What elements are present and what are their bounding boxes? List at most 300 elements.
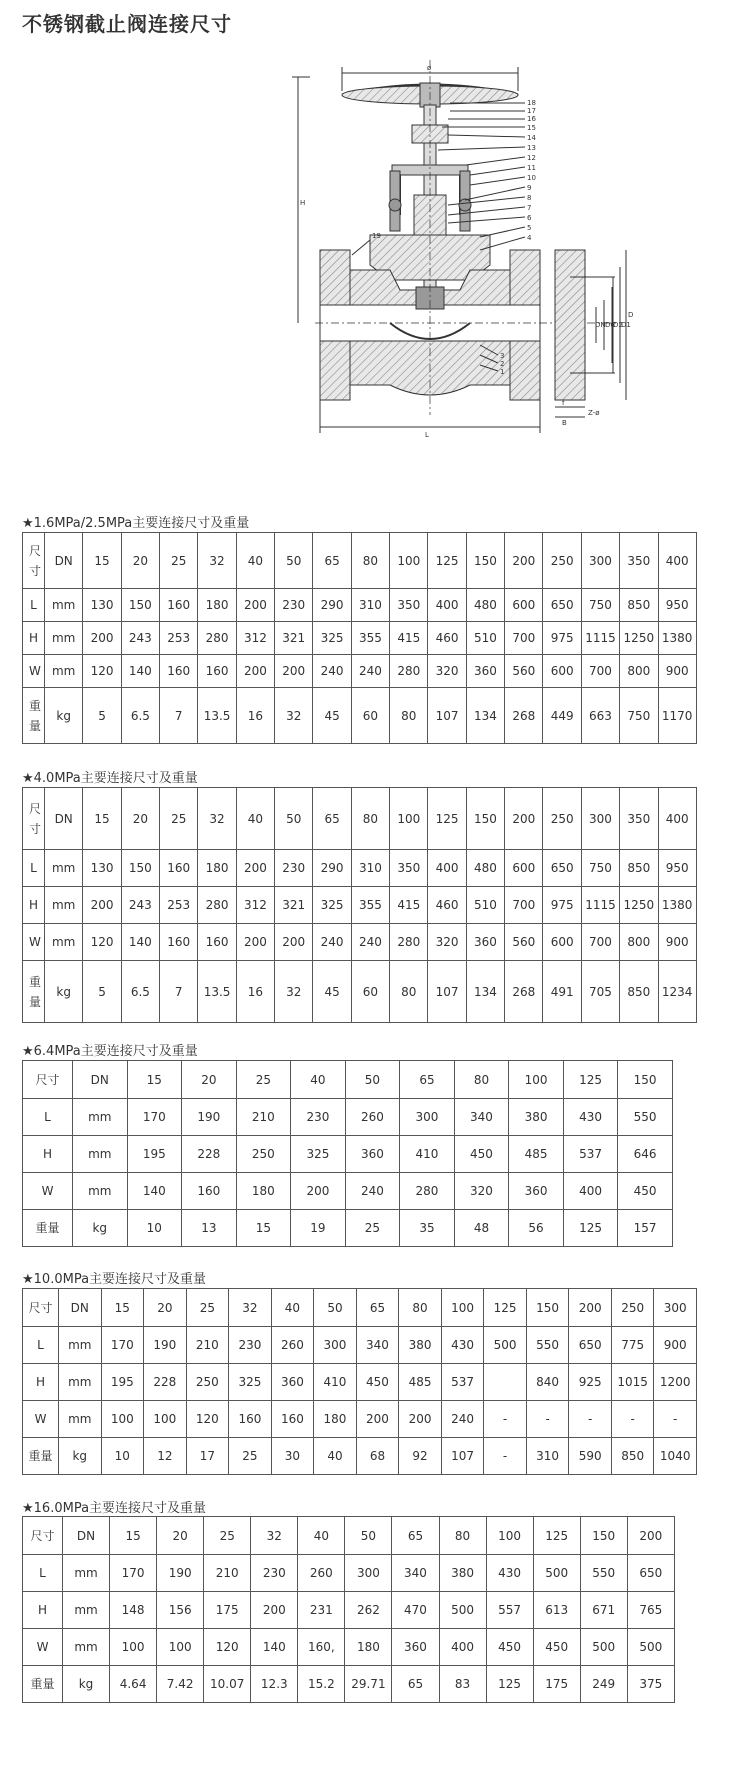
table-row: [23, 1099, 673, 1136]
table-cell: 360: [466, 655, 504, 688]
table-cell: 120: [186, 1401, 229, 1438]
row-label: 重量: [23, 1210, 73, 1247]
table-cell: 460: [428, 887, 466, 924]
spec-table-1-6mpa: [22, 532, 697, 744]
row-label: W: [23, 1401, 59, 1438]
table-cell: 350: [390, 589, 428, 622]
dim-d2-label: D2: [613, 321, 623, 329]
table-cell: 170: [110, 1555, 157, 1592]
table-cell: 850: [620, 589, 658, 622]
table-cell: 140: [251, 1629, 298, 1666]
table-cell: 25: [204, 1517, 251, 1555]
table-cell: 80: [390, 961, 428, 1023]
table-cell: 25: [345, 1210, 400, 1247]
table-cell: 170: [127, 1099, 182, 1136]
table-cell: 650: [543, 850, 581, 887]
callout-4: 4: [527, 234, 532, 242]
table-cell: 460: [428, 622, 466, 655]
table-cell: 900: [654, 1327, 697, 1364]
table-cell: 300: [581, 788, 619, 850]
table-cell: 250: [186, 1364, 229, 1401]
table-cell: 400: [428, 589, 466, 622]
table-cell: 975: [543, 622, 581, 655]
table-cell: 125: [533, 1517, 580, 1555]
row-label: 重量: [23, 688, 45, 744]
table-cell: 750: [581, 589, 619, 622]
table-cell: 230: [291, 1099, 346, 1136]
table-cell: 450: [454, 1136, 509, 1173]
table-cell: 200: [236, 589, 274, 622]
dim-d1-label: D1: [621, 321, 631, 329]
table-cell: -: [526, 1401, 569, 1438]
callout-12: 12: [527, 154, 536, 162]
dim-d-label: D: [628, 311, 634, 319]
table-cell: 100: [441, 1289, 484, 1327]
table-cell: 125: [428, 788, 466, 850]
table-cell: 200: [505, 788, 543, 850]
dim-l-label: L: [425, 431, 429, 439]
table-cell: mm: [73, 1173, 128, 1210]
table-cell: 280: [198, 887, 236, 924]
callout-13: 13: [527, 144, 536, 152]
table-cell: 750: [581, 850, 619, 887]
callout-1: 1: [500, 368, 505, 376]
table-caption: ★1.6MPa/2.5MPa主要连接尺寸及重量: [22, 516, 250, 531]
table-cell: 250: [611, 1289, 654, 1327]
table-cell: 380: [439, 1555, 486, 1592]
table-cell: 150: [580, 1517, 627, 1555]
table-cell: 12: [144, 1438, 187, 1475]
table-cell: 325: [313, 887, 351, 924]
table-cell: 200: [236, 655, 274, 688]
table-cell: 325: [229, 1364, 272, 1401]
table-cell: mm: [59, 1327, 102, 1364]
table-cell: 449: [543, 688, 581, 744]
table-cell: 975: [543, 887, 581, 924]
table-cell: 430: [441, 1327, 484, 1364]
table-cell: 491: [543, 961, 581, 1023]
table-cell: 321: [275, 622, 313, 655]
callout-15: 15: [527, 124, 536, 132]
table-cell: 150: [526, 1289, 569, 1327]
table-cell: 340: [454, 1099, 509, 1136]
table-cell: 100: [110, 1629, 157, 1666]
table-cell: 240: [313, 655, 351, 688]
table-row: [23, 788, 697, 850]
table-cell: mm: [59, 1364, 102, 1401]
table-cell: 925: [569, 1364, 612, 1401]
table-cell: 200: [356, 1401, 399, 1438]
table-cell: 268: [505, 961, 543, 1023]
table-cell: 20: [144, 1289, 187, 1327]
table-cell: 600: [505, 850, 543, 887]
table-cell: 450: [486, 1629, 533, 1666]
table-cell: 240: [313, 924, 351, 961]
table-cell: 450: [618, 1173, 673, 1210]
table-cell: 300: [654, 1289, 697, 1327]
table-cell: 160: [160, 850, 198, 887]
table-cell: 5: [83, 688, 121, 744]
table-caption: ★6.4MPa主要连接尺寸及重量: [22, 1044, 198, 1059]
table-cell: 160: [229, 1401, 272, 1438]
table-cell: DN: [73, 1061, 128, 1099]
row-label: 重量: [23, 1438, 59, 1475]
table-cell: 300: [581, 533, 619, 589]
table-cell: 415: [390, 887, 428, 924]
table-cell: 950: [658, 850, 696, 887]
table-row: [23, 850, 697, 887]
table-cell: 200: [505, 533, 543, 589]
table-cell: 25: [236, 1061, 291, 1099]
table-row: [23, 655, 697, 688]
table-cell: 60: [351, 961, 389, 1023]
row-label: L: [23, 589, 45, 622]
table-cell: 160: [198, 924, 236, 961]
table-cell: 100: [486, 1517, 533, 1555]
table-cell: 50: [275, 533, 313, 589]
table-cell: 150: [121, 589, 159, 622]
table-cell: 48: [454, 1210, 509, 1247]
row-label: W: [23, 924, 45, 961]
table-cell: 243: [121, 622, 159, 655]
table-cell: 40: [271, 1289, 314, 1327]
table-cell: 537: [441, 1364, 484, 1401]
table-cell: 125: [484, 1289, 527, 1327]
table-cell: 107: [428, 688, 466, 744]
table-cell: 10.07: [204, 1666, 251, 1703]
valve-drawing: [300, 55, 650, 445]
table-cell: 700: [505, 622, 543, 655]
table-cell: 160: [198, 655, 236, 688]
table-cell: 45: [313, 961, 351, 1023]
row-label: H: [23, 1136, 73, 1173]
table-cell: 156: [157, 1592, 204, 1629]
table-cell: 380: [509, 1099, 564, 1136]
table-cell: 900: [658, 655, 696, 688]
table-cell: 253: [160, 887, 198, 924]
table-cell: 15: [101, 1289, 144, 1327]
table-cell: 900: [658, 924, 696, 961]
row-label: 尺寸: [23, 1289, 59, 1327]
table-cell: 130: [83, 589, 121, 622]
table-cell: 240: [351, 924, 389, 961]
table-cell: 200: [83, 622, 121, 655]
table-cell: 30: [271, 1438, 314, 1475]
table-cell: 400: [428, 850, 466, 887]
callout-2: 2: [500, 360, 505, 368]
table-cell: 228: [144, 1364, 187, 1401]
row-label: W: [23, 1173, 73, 1210]
table-cell: DN: [45, 533, 83, 589]
table-cell: mm: [63, 1592, 110, 1629]
spec-table-4-0mpa: [22, 787, 697, 1023]
table-cell: 19: [291, 1210, 346, 1247]
table-cell: 100: [144, 1401, 187, 1438]
table-cell: 134: [466, 961, 504, 1023]
table-cell: kg: [59, 1438, 102, 1475]
table-cell: 65: [313, 533, 351, 589]
table-cell: 1200: [654, 1364, 697, 1401]
table-cell: 765: [627, 1592, 674, 1629]
spec-table-16-0mpa: [22, 1516, 675, 1703]
table-cell: mm: [63, 1555, 110, 1592]
table-cell: 5: [83, 961, 121, 1023]
table-row: [23, 533, 697, 589]
table-cell: 32: [198, 788, 236, 850]
table-cell: 600: [543, 924, 581, 961]
callout-6: 6: [527, 214, 532, 222]
table-cell: 200: [83, 887, 121, 924]
table-cell: 50: [345, 1517, 392, 1555]
table-cell: mm: [73, 1099, 128, 1136]
table-cell: 175: [533, 1666, 580, 1703]
table-cell: 100: [157, 1629, 204, 1666]
table-cell: 260: [271, 1327, 314, 1364]
table-cell: 400: [563, 1173, 618, 1210]
table-cell: 6.5: [121, 961, 159, 1023]
table-cell: 50: [275, 788, 313, 850]
table-cell: 180: [198, 589, 236, 622]
table-cell: 83: [439, 1666, 486, 1703]
table-caption: ★16.0MPa主要连接尺寸及重量: [22, 1501, 207, 1516]
table-cell: 1170: [658, 688, 696, 744]
table-cell: 537: [563, 1136, 618, 1173]
table-row: [23, 1517, 675, 1555]
table-cell: 157: [618, 1210, 673, 1247]
table-cell: 290: [313, 589, 351, 622]
table-cell: 15.2: [298, 1666, 345, 1703]
table-cell: 92: [399, 1438, 442, 1475]
table-row: [23, 1438, 697, 1475]
table-cell: 500: [533, 1555, 580, 1592]
table-cell: 100: [101, 1401, 144, 1438]
table-cell: mm: [45, 589, 83, 622]
table-cell: 750: [620, 688, 658, 744]
table-cell: 250: [543, 788, 581, 850]
table-cell: 300: [314, 1327, 357, 1364]
table-cell: 125: [486, 1666, 533, 1703]
table-cell: 325: [313, 622, 351, 655]
table-row: [23, 1210, 673, 1247]
table-row: [23, 961, 697, 1023]
table-cell: 68: [356, 1438, 399, 1475]
table-cell: 80: [390, 688, 428, 744]
table-cell: 280: [198, 622, 236, 655]
row-label: L: [23, 1099, 73, 1136]
row-label: 尺寸: [23, 1517, 63, 1555]
table-cell: 190: [157, 1555, 204, 1592]
table-cell: DN: [45, 788, 83, 850]
table-cell: 240: [441, 1401, 484, 1438]
table-cell: 260: [345, 1099, 400, 1136]
table-cell: 360: [509, 1173, 564, 1210]
table-cell: 600: [505, 589, 543, 622]
table-row: [23, 924, 697, 961]
table-cell: 230: [275, 589, 313, 622]
table-cell: 150: [466, 788, 504, 850]
dim-f-label: f: [562, 399, 565, 407]
table-row: [23, 1364, 697, 1401]
table-cell: 560: [505, 924, 543, 961]
table-cell: 160: [160, 924, 198, 961]
table-cell: 100: [390, 788, 428, 850]
row-label: L: [23, 850, 45, 887]
row-label: L: [23, 1327, 59, 1364]
row-label: 重量: [23, 1666, 63, 1703]
table-cell: 195: [127, 1136, 182, 1173]
table-cell: 480: [466, 850, 504, 887]
table-cell: 400: [658, 788, 696, 850]
row-label: 尺寸: [23, 533, 45, 589]
table-cell: 400: [658, 533, 696, 589]
table-cell: 470: [392, 1592, 439, 1629]
table-cell: 240: [351, 655, 389, 688]
table-cell: 700: [581, 924, 619, 961]
table-cell: kg: [63, 1666, 110, 1703]
table-cell: 20: [157, 1517, 204, 1555]
dim-phi-label: ø: [427, 64, 432, 72]
table-cell: 410: [314, 1364, 357, 1401]
table-cell: 510: [466, 887, 504, 924]
table-cell: 1015: [611, 1364, 654, 1401]
table-cell: 231: [298, 1592, 345, 1629]
table-cell: 550: [526, 1327, 569, 1364]
table-cell: mm: [45, 850, 83, 887]
table-cell: 130: [83, 850, 121, 887]
table-row: [23, 1061, 673, 1099]
table-cell: 650: [627, 1555, 674, 1592]
table-row: [23, 622, 697, 655]
table-cell: 32: [229, 1289, 272, 1327]
table-cell: 100: [509, 1061, 564, 1099]
table-cell: mm: [45, 887, 83, 924]
table-cell: -: [484, 1438, 527, 1475]
table-cell: 400: [439, 1629, 486, 1666]
table-row: [23, 887, 697, 924]
table-cell: 340: [356, 1327, 399, 1364]
row-label: W: [23, 1629, 63, 1666]
table-cell: 15: [127, 1061, 182, 1099]
table-cell: 500: [484, 1327, 527, 1364]
table-cell: 230: [275, 850, 313, 887]
table-cell: 195: [101, 1364, 144, 1401]
table-cell: 320: [428, 655, 466, 688]
callout-9: 9: [527, 184, 532, 192]
table-cell: 10: [127, 1210, 182, 1247]
row-label: H: [23, 622, 45, 655]
table-cell: 107: [441, 1438, 484, 1475]
table-cell: 150: [618, 1061, 673, 1099]
table-cell: 160: [160, 655, 198, 688]
table-cell: 160: [271, 1401, 314, 1438]
table-cell: 32: [275, 961, 313, 1023]
table-cell: 40: [236, 788, 274, 850]
table-cell: 7: [160, 961, 198, 1023]
table-row: [23, 1289, 697, 1327]
table-cell: 613: [533, 1592, 580, 1629]
table-cell: 280: [400, 1173, 455, 1210]
table-cell: 1115: [581, 622, 619, 655]
table-cell: 140: [121, 655, 159, 688]
table-cell: -: [569, 1401, 612, 1438]
callout-7: 7: [527, 204, 532, 212]
table-cell: 360: [466, 924, 504, 961]
table-cell: 1040: [654, 1438, 697, 1475]
table-row: [23, 688, 697, 744]
table-cell: 600: [543, 655, 581, 688]
table-cell: 15: [83, 533, 121, 589]
table-cell: 700: [505, 887, 543, 924]
table-cell: 850: [611, 1438, 654, 1475]
table-cell: 148: [110, 1592, 157, 1629]
table-cell: 312: [236, 622, 274, 655]
table-caption: ★10.0MPa主要连接尺寸及重量: [22, 1272, 207, 1287]
table-cell: 80: [439, 1517, 486, 1555]
table-cell: 500: [439, 1592, 486, 1629]
table-row: [23, 1666, 675, 1703]
table-cell: 280: [390, 655, 428, 688]
table-cell: 200: [236, 850, 274, 887]
table-cell: 360: [392, 1629, 439, 1666]
table-row: [23, 1629, 675, 1666]
table-cell: 485: [509, 1136, 564, 1173]
table-cell: 40: [314, 1438, 357, 1475]
table-cell: 310: [526, 1438, 569, 1475]
table-cell: [484, 1364, 527, 1401]
table-cell: 355: [351, 622, 389, 655]
table-cell: -: [654, 1401, 697, 1438]
table-cell: 590: [569, 1438, 612, 1475]
table-cell: 250: [236, 1136, 291, 1173]
table-cell: 65: [356, 1289, 399, 1327]
table-cell: 40: [298, 1517, 345, 1555]
table-cell: 312: [236, 887, 274, 924]
table-cell: 16: [236, 961, 274, 1023]
table-cell: 290: [313, 850, 351, 887]
table-cell: 12.3: [251, 1666, 298, 1703]
dim-dn-label: DN: [595, 321, 606, 329]
table-cell: kg: [73, 1210, 128, 1247]
table-cell: 25: [160, 788, 198, 850]
table-cell: 200: [251, 1592, 298, 1629]
table-cell: 260: [298, 1555, 345, 1592]
table-row: [23, 1592, 675, 1629]
table-cell: 1380: [658, 887, 696, 924]
table-cell: mm: [45, 924, 83, 961]
table-cell: 700: [581, 655, 619, 688]
table-cell: 485: [399, 1364, 442, 1401]
table-cell: 1250: [620, 887, 658, 924]
table-cell: 380: [399, 1327, 442, 1364]
table-cell: 20: [182, 1061, 237, 1099]
table-cell: 65: [400, 1061, 455, 1099]
table-cell: 120: [204, 1629, 251, 1666]
callout-11: 11: [527, 164, 536, 172]
table-cell: 180: [345, 1629, 392, 1666]
callout-18: 18: [527, 99, 536, 107]
table-cell: 310: [351, 850, 389, 887]
table-cell: 325: [291, 1136, 346, 1173]
table-row: [23, 1136, 673, 1173]
table-cell: 134: [466, 688, 504, 744]
table-cell: 1250: [620, 622, 658, 655]
table-cell: 40: [291, 1061, 346, 1099]
row-label: W: [23, 655, 45, 688]
table-cell: 120: [83, 924, 121, 961]
table-cell: 65: [392, 1666, 439, 1703]
callout-8: 8: [527, 194, 532, 202]
table-row: [23, 1401, 697, 1438]
